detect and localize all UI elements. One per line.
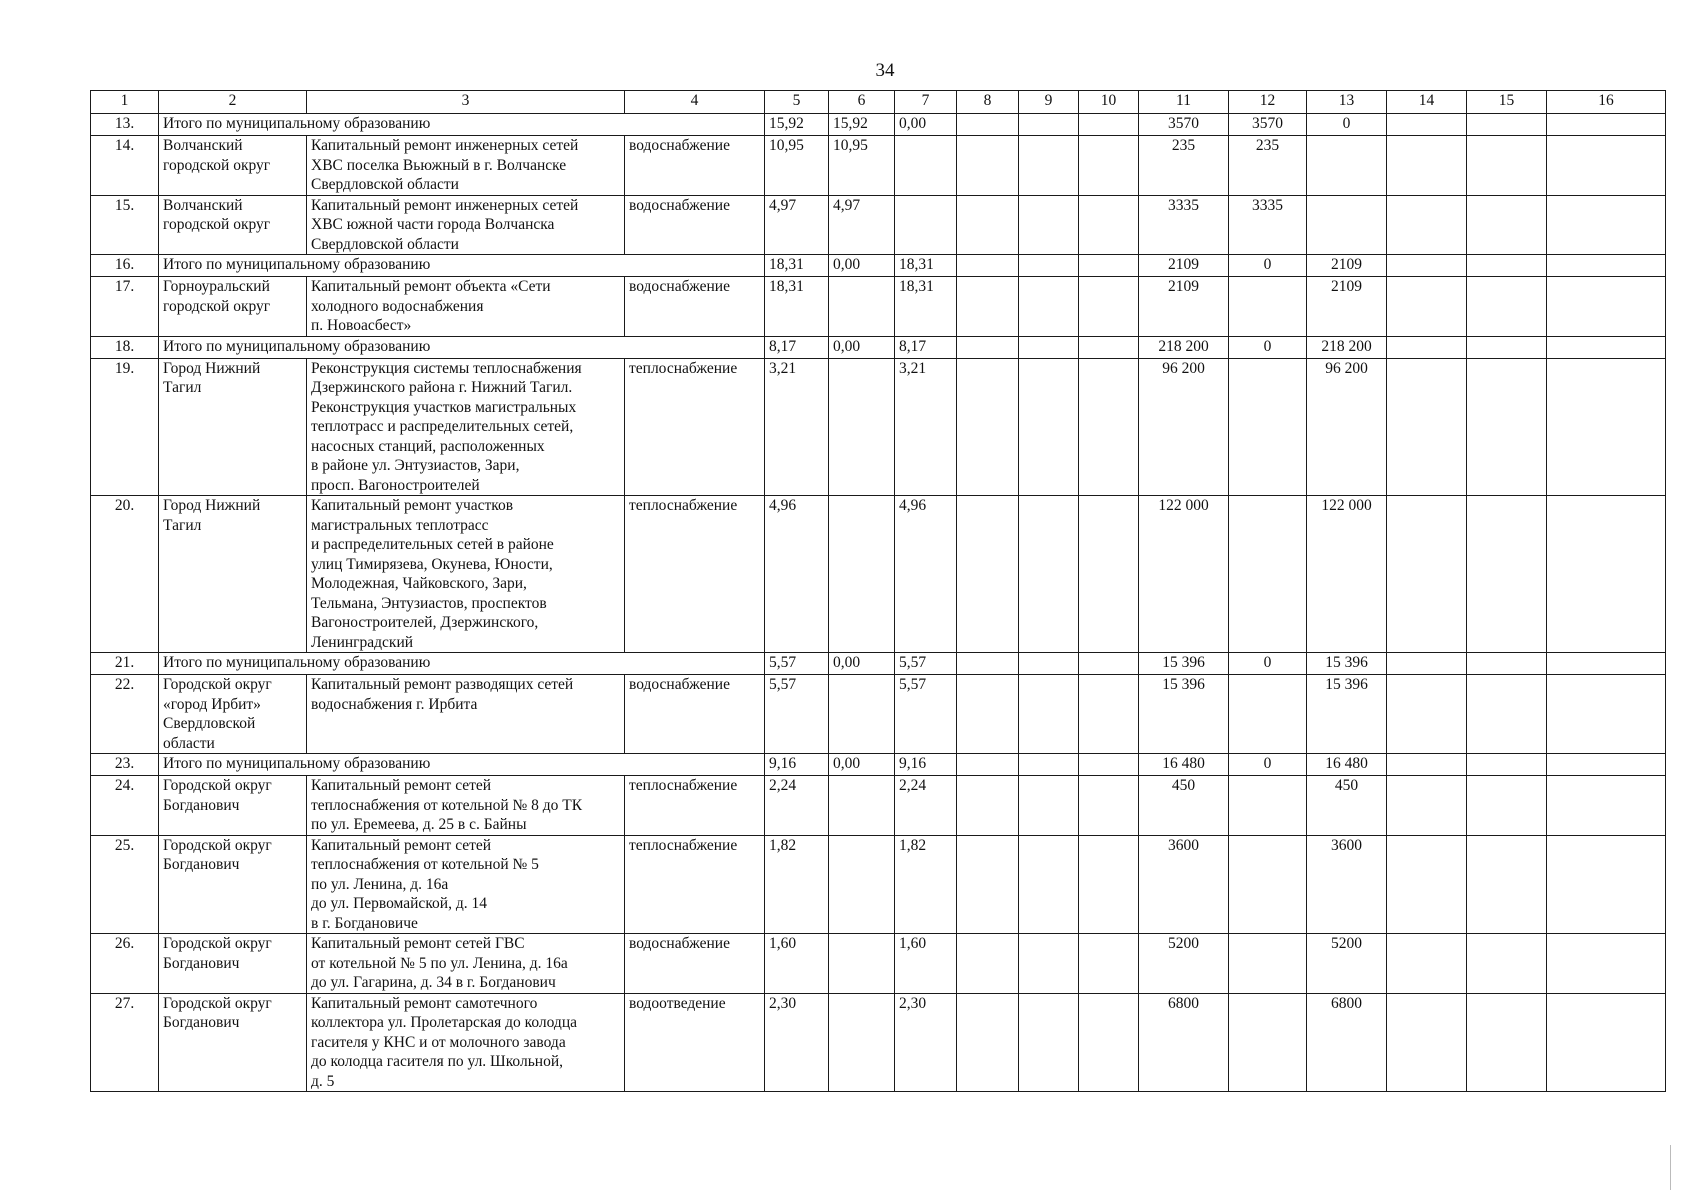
- page-number: 34: [875, 60, 895, 81]
- value-cell-col6: [829, 675, 895, 754]
- value-cell-col5: 5,57: [765, 653, 829, 675]
- column-header: 6: [829, 91, 895, 114]
- empty-cell-col8: [957, 675, 1019, 754]
- project-name-cell: Капитальный ремонт объекта «Сети холодного водоснабжения п. Новоасбест»: [307, 277, 625, 337]
- row-number-cell: 20.: [91, 496, 159, 653]
- value-cell-col6: [829, 934, 895, 994]
- empty-cell-col16: [1547, 136, 1666, 196]
- total-label-cell: Итого по муниципальному образованию: [159, 114, 765, 136]
- empty-cell-col10: [1079, 255, 1139, 277]
- column-header: 16: [1547, 91, 1666, 114]
- empty-cell-col8: [957, 336, 1019, 358]
- value-cell-col5: 18,31: [765, 277, 829, 337]
- column-header: 1: [91, 91, 159, 114]
- value-cell-col7: 0,00: [895, 114, 957, 136]
- value-cell-col11: 235: [1139, 136, 1229, 196]
- empty-cell-col9: [1019, 653, 1079, 675]
- column-header: 11: [1139, 91, 1229, 114]
- utility-type-cell: теплоснабжение: [625, 496, 765, 653]
- column-number-row: [91, 91, 1666, 114]
- empty-cell-col10: [1079, 754, 1139, 776]
- value-cell-col13: [1307, 195, 1387, 255]
- value-cell-col12: [1229, 496, 1307, 653]
- value-cell-col7: 2,30: [895, 993, 957, 1092]
- value-cell-col11: 122 000: [1139, 496, 1229, 653]
- value-cell-col5: 1,82: [765, 835, 829, 934]
- value-cell-col5: 18,31: [765, 255, 829, 277]
- value-cell-col6: 0,00: [829, 754, 895, 776]
- row-number-cell: 27.: [91, 993, 159, 1092]
- row-number-cell: 18.: [91, 336, 159, 358]
- value-cell-col11: 5200: [1139, 934, 1229, 994]
- municipality-cell: Горноуральский городской округ: [159, 277, 307, 337]
- table-row-total: [91, 754, 1666, 776]
- empty-cell-col8: [957, 653, 1019, 675]
- empty-cell-col10: [1079, 336, 1139, 358]
- empty-cell-col14: [1387, 675, 1467, 754]
- empty-cell-col15: [1467, 277, 1547, 337]
- value-cell-col7: 18,31: [895, 277, 957, 337]
- empty-cell-col16: [1547, 114, 1666, 136]
- project-name-cell: Капитальный ремонт самотечного коллектора ул. Пролетарская до колодца гасителя у КНС и от молочного завода до колодца гасителя по ул. Школьной, д. 5: [307, 993, 625, 1092]
- total-label-cell: Итого по муниципальному образованию: [159, 336, 765, 358]
- row-number-cell: 15.: [91, 195, 159, 255]
- value-cell-col6: [829, 835, 895, 934]
- value-cell-col13: 122 000: [1307, 496, 1387, 653]
- value-cell-col5: 8,17: [765, 336, 829, 358]
- column-header: 14: [1387, 91, 1467, 114]
- municipality-cell: Волчанский городской округ: [159, 136, 307, 196]
- row-number-cell: 19.: [91, 358, 159, 496]
- row-number-cell: 26.: [91, 934, 159, 994]
- table-row-total: [91, 255, 1666, 277]
- municipality-cell: Городской округ Богданович: [159, 934, 307, 994]
- value-cell-col7: 5,57: [895, 653, 957, 675]
- empty-cell-col10: [1079, 195, 1139, 255]
- table-row: [91, 496, 1666, 653]
- utility-type-cell: водоснабжение: [625, 675, 765, 754]
- value-cell-col6: [829, 496, 895, 653]
- project-name-cell: Капитальный ремонт сетей ГВС от котельной № 5 по ул. Ленина, д. 16а до ул. Гагарина, д. 34 в г. Богданович: [307, 934, 625, 994]
- empty-cell-col8: [957, 754, 1019, 776]
- empty-cell-col8: [957, 136, 1019, 196]
- empty-cell-col15: [1467, 934, 1547, 994]
- column-header: 15: [1467, 91, 1547, 114]
- value-cell-col11: 3570: [1139, 114, 1229, 136]
- table-row: [91, 776, 1666, 836]
- value-cell-col12: [1229, 675, 1307, 754]
- column-header: 3: [307, 91, 625, 114]
- empty-cell-col14: [1387, 993, 1467, 1092]
- value-cell-col12: [1229, 934, 1307, 994]
- value-cell-col12: 0: [1229, 653, 1307, 675]
- empty-cell-col16: [1547, 255, 1666, 277]
- value-cell-col13: 15 396: [1307, 653, 1387, 675]
- empty-cell-col9: [1019, 754, 1079, 776]
- empty-cell-col8: [957, 496, 1019, 653]
- empty-cell-col15: [1467, 993, 1547, 1092]
- value-cell-col12: 3570: [1229, 114, 1307, 136]
- table-row-total: [91, 653, 1666, 675]
- empty-cell-col9: [1019, 934, 1079, 994]
- value-cell-col11: 96 200: [1139, 358, 1229, 496]
- empty-cell-col15: [1467, 776, 1547, 836]
- empty-cell-col16: [1547, 336, 1666, 358]
- empty-cell-col15: [1467, 336, 1547, 358]
- empty-cell-col10: [1079, 114, 1139, 136]
- empty-cell-col10: [1079, 835, 1139, 934]
- empty-cell-col16: [1547, 835, 1666, 934]
- utility-type-cell: водоснабжение: [625, 136, 765, 196]
- empty-cell-col16: [1547, 195, 1666, 255]
- empty-cell-col14: [1387, 358, 1467, 496]
- empty-cell-col14: [1387, 754, 1467, 776]
- empty-cell-col14: [1387, 776, 1467, 836]
- empty-cell-col16: [1547, 496, 1666, 653]
- empty-cell-col14: [1387, 934, 1467, 994]
- empty-cell-col9: [1019, 114, 1079, 136]
- total-label-cell: Итого по муниципальному образованию: [159, 255, 765, 277]
- municipality-cell: Волчанский городской округ: [159, 195, 307, 255]
- column-header: 9: [1019, 91, 1079, 114]
- table-row: [91, 675, 1666, 754]
- empty-cell-col10: [1079, 496, 1139, 653]
- empty-cell-col9: [1019, 255, 1079, 277]
- value-cell-col13: 2109: [1307, 255, 1387, 277]
- value-cell-col13: 16 480: [1307, 754, 1387, 776]
- value-cell-col11: 3600: [1139, 835, 1229, 934]
- empty-cell-col8: [957, 934, 1019, 994]
- row-number-cell: 25.: [91, 835, 159, 934]
- value-cell-col7: 9,16: [895, 754, 957, 776]
- empty-cell-col14: [1387, 653, 1467, 675]
- empty-cell-col16: [1547, 934, 1666, 994]
- value-cell-col7: 2,24: [895, 776, 957, 836]
- value-cell-col12: [1229, 776, 1307, 836]
- empty-cell-col8: [957, 195, 1019, 255]
- value-cell-col6: 0,00: [829, 255, 895, 277]
- value-cell-col11: 15 396: [1139, 675, 1229, 754]
- municipality-cell: Город Нижний Тагил: [159, 496, 307, 653]
- table-row: [91, 195, 1666, 255]
- empty-cell-col16: [1547, 358, 1666, 496]
- empty-cell-col16: [1547, 675, 1666, 754]
- empty-cell-col15: [1467, 835, 1547, 934]
- value-cell-col6: 4,97: [829, 195, 895, 255]
- empty-cell-col9: [1019, 336, 1079, 358]
- empty-cell-col14: [1387, 336, 1467, 358]
- utility-type-cell: водоснабжение: [625, 277, 765, 337]
- value-cell-col5: 2,30: [765, 993, 829, 1092]
- column-header: 4: [625, 91, 765, 114]
- value-cell-col7: 5,57: [895, 675, 957, 754]
- column-header: 13: [1307, 91, 1387, 114]
- column-header: 5: [765, 91, 829, 114]
- value-cell-col13: 218 200: [1307, 336, 1387, 358]
- utility-type-cell: водоотведение: [625, 993, 765, 1092]
- value-cell-col13: 3600: [1307, 835, 1387, 934]
- table-body: [91, 114, 1666, 1092]
- column-header: 12: [1229, 91, 1307, 114]
- empty-cell-col10: [1079, 934, 1139, 994]
- column-header: 7: [895, 91, 957, 114]
- empty-cell-col8: [957, 277, 1019, 337]
- empty-cell-col9: [1019, 195, 1079, 255]
- empty-cell-col14: [1387, 255, 1467, 277]
- empty-cell-col16: [1547, 993, 1666, 1092]
- row-number-cell: 14.: [91, 136, 159, 196]
- empty-cell-col9: [1019, 496, 1079, 653]
- empty-cell-col16: [1547, 776, 1666, 836]
- municipality-cell: Городской округ Богданович: [159, 776, 307, 836]
- value-cell-col13: 6800: [1307, 993, 1387, 1092]
- empty-cell-col8: [957, 776, 1019, 836]
- value-cell-col11: 3335: [1139, 195, 1229, 255]
- value-cell-col12: [1229, 277, 1307, 337]
- municipality-cell: Город Нижний Тагил: [159, 358, 307, 496]
- empty-cell-col15: [1467, 675, 1547, 754]
- project-name-cell: Капитальный ремонт инженерных сетей ХВС южной части города Волчанска Свердловской области: [307, 195, 625, 255]
- empty-cell-col9: [1019, 776, 1079, 836]
- table-row-total: [91, 336, 1666, 358]
- value-cell-col13: 2109: [1307, 277, 1387, 337]
- utility-type-cell: водоснабжение: [625, 934, 765, 994]
- column-header: 2: [159, 91, 307, 114]
- value-cell-col13: 96 200: [1307, 358, 1387, 496]
- utility-type-cell: теплоснабжение: [625, 358, 765, 496]
- value-cell-col6: [829, 277, 895, 337]
- empty-cell-col16: [1547, 653, 1666, 675]
- value-cell-col6: [829, 776, 895, 836]
- value-cell-col6: 0,00: [829, 653, 895, 675]
- project-name-cell: Капитальный ремонт сетей теплоснабжения от котельной № 5 по ул. Ленина, д. 16а до ул. Первомайской, д. 14 в г. Богдановиче: [307, 835, 625, 934]
- value-cell-col13: [1307, 136, 1387, 196]
- municipality-cell: Городской округ Богданович: [159, 993, 307, 1092]
- empty-cell-col15: [1467, 136, 1547, 196]
- total-label-cell: Итого по муниципальному образованию: [159, 653, 765, 675]
- table-row: [91, 993, 1666, 1092]
- empty-cell-col10: [1079, 776, 1139, 836]
- value-cell-col12: 0: [1229, 754, 1307, 776]
- empty-cell-col16: [1547, 277, 1666, 337]
- value-cell-col7: 1,82: [895, 835, 957, 934]
- empty-cell-col14: [1387, 136, 1467, 196]
- empty-cell-col9: [1019, 675, 1079, 754]
- value-cell-col5: 1,60: [765, 934, 829, 994]
- value-cell-col5: 15,92: [765, 114, 829, 136]
- value-cell-col7: 1,60: [895, 934, 957, 994]
- value-cell-col13: 15 396: [1307, 675, 1387, 754]
- value-cell-col5: 5,57: [765, 675, 829, 754]
- value-cell-col12: 235: [1229, 136, 1307, 196]
- empty-cell-col15: [1467, 195, 1547, 255]
- row-number-cell: 17.: [91, 277, 159, 337]
- value-cell-col6: 10,95: [829, 136, 895, 196]
- value-cell-col5: 3,21: [765, 358, 829, 496]
- value-cell-col5: 2,24: [765, 776, 829, 836]
- empty-cell-col14: [1387, 496, 1467, 653]
- value-cell-col7: 18,31: [895, 255, 957, 277]
- row-number-cell: 22.: [91, 675, 159, 754]
- total-label-cell: Итого по муниципальному образованию: [159, 754, 765, 776]
- utility-type-cell: водоснабжение: [625, 195, 765, 255]
- value-cell-col7: 4,96: [895, 496, 957, 653]
- empty-cell-col10: [1079, 136, 1139, 196]
- empty-cell-col15: [1467, 358, 1547, 496]
- empty-cell-col10: [1079, 675, 1139, 754]
- project-name-cell: Реконструкция системы теплоснабжения Дзержинского района г. Нижний Тагил. Реконструкция участков магистральных теплотрасс и распределительных сетей, насосных станций, расположенных в районе ул. Энтузиастов, Зари, просп. Вагоностроителей: [307, 358, 625, 496]
- empty-cell-col9: [1019, 277, 1079, 337]
- empty-cell-col15: [1467, 255, 1547, 277]
- utility-type-cell: теплоснабжение: [625, 776, 765, 836]
- value-cell-col5: 4,96: [765, 496, 829, 653]
- table-row: [91, 136, 1666, 196]
- empty-cell-col15: [1467, 114, 1547, 136]
- table-row: [91, 358, 1666, 496]
- value-cell-col12: 0: [1229, 336, 1307, 358]
- value-cell-col6: [829, 358, 895, 496]
- empty-cell-col15: [1467, 653, 1547, 675]
- value-cell-col12: 3335: [1229, 195, 1307, 255]
- column-header: 10: [1079, 91, 1139, 114]
- project-name-cell: Капитальный ремонт сетей теплоснабжения от котельной № 8 до ТК по ул. Еремеева, д. 25 в с. Байны: [307, 776, 625, 836]
- empty-cell-col9: [1019, 136, 1079, 196]
- empty-cell-col14: [1387, 835, 1467, 934]
- value-cell-col11: 218 200: [1139, 336, 1229, 358]
- table-row: [91, 934, 1666, 994]
- empty-cell-col10: [1079, 653, 1139, 675]
- municipality-cell: Городской округ Богданович: [159, 835, 307, 934]
- empty-cell-col15: [1467, 496, 1547, 653]
- row-number-cell: 16.: [91, 255, 159, 277]
- project-name-cell: Капитальный ремонт участков магистральных теплотрасс и распределительных сетей в районе улиц Тимирязева, Окунева, Юности, Молодежная, Чайковского, Зари, Тельмана, Энтузиастов, проспектов Вагоностроителей, Дзержинского, Ленинградский: [307, 496, 625, 653]
- table-row-total: [91, 114, 1666, 136]
- value-cell-col13: 450: [1307, 776, 1387, 836]
- table-row: [91, 277, 1666, 337]
- value-cell-col11: 16 480: [1139, 754, 1229, 776]
- empty-cell-col10: [1079, 277, 1139, 337]
- row-number-cell: 23.: [91, 754, 159, 776]
- value-cell-col7: 8,17: [895, 336, 957, 358]
- empty-cell-col14: [1387, 195, 1467, 255]
- row-number-cell: 13.: [91, 114, 159, 136]
- value-cell-col12: 0: [1229, 255, 1307, 277]
- value-cell-col13: 0: [1307, 114, 1387, 136]
- utility-type-cell: теплоснабжение: [625, 835, 765, 934]
- project-name-cell: Капитальный ремонт разводящих сетей водоснабжения г. Ирбита: [307, 675, 625, 754]
- empty-cell-col14: [1387, 277, 1467, 337]
- project-name-cell: Капитальный ремонт инженерных сетей ХВС поселка Вьюжный в г. Волчанске Свердловской области: [307, 136, 625, 196]
- value-cell-col6: 0,00: [829, 336, 895, 358]
- empty-cell-col8: [957, 255, 1019, 277]
- value-cell-col7: [895, 136, 957, 196]
- value-cell-col5: 9,16: [765, 754, 829, 776]
- value-cell-col5: 10,95: [765, 136, 829, 196]
- value-cell-col11: 6800: [1139, 993, 1229, 1092]
- empty-cell-col8: [957, 358, 1019, 496]
- value-cell-col11: 2109: [1139, 277, 1229, 337]
- column-header: 8: [957, 91, 1019, 114]
- value-cell-col5: 4,97: [765, 195, 829, 255]
- empty-cell-col8: [957, 835, 1019, 934]
- value-cell-col13: 5200: [1307, 934, 1387, 994]
- empty-cell-col15: [1467, 754, 1547, 776]
- empty-cell-col10: [1079, 993, 1139, 1092]
- empty-cell-col14: [1387, 114, 1467, 136]
- empty-cell-col9: [1019, 358, 1079, 496]
- value-cell-col11: 2109: [1139, 255, 1229, 277]
- empty-cell-col8: [957, 114, 1019, 136]
- row-number-cell: 21.: [91, 653, 159, 675]
- empty-cell-col9: [1019, 835, 1079, 934]
- row-number-cell: 24.: [91, 776, 159, 836]
- value-cell-col11: 15 396: [1139, 653, 1229, 675]
- value-cell-col6: 15,92: [829, 114, 895, 136]
- value-cell-col12: [1229, 993, 1307, 1092]
- value-cell-col11: 450: [1139, 776, 1229, 836]
- investment-table: [90, 90, 1666, 1092]
- empty-cell-col16: [1547, 754, 1666, 776]
- value-cell-col12: [1229, 358, 1307, 496]
- empty-cell-col9: [1019, 993, 1079, 1092]
- value-cell-col7: [895, 195, 957, 255]
- empty-cell-col10: [1079, 358, 1139, 496]
- empty-cell-col8: [957, 993, 1019, 1092]
- municipality-cell: Городской округ «город Ирбит» Свердловской области: [159, 675, 307, 754]
- table-row: [91, 835, 1666, 934]
- value-cell-col7: 3,21: [895, 358, 957, 496]
- margin-mark: [1670, 1145, 1671, 1190]
- value-cell-col12: [1229, 835, 1307, 934]
- value-cell-col6: [829, 993, 895, 1092]
